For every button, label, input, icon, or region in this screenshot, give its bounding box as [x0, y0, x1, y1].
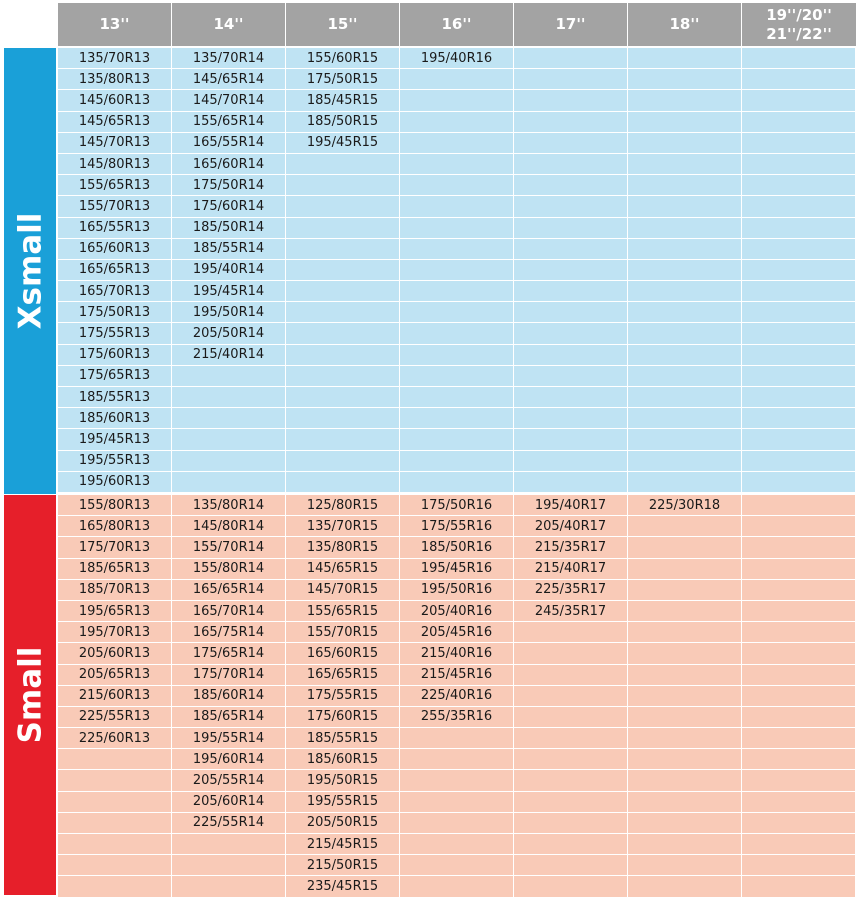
size-cell: 175/55R16: [400, 516, 514, 537]
size-cell: [514, 876, 628, 897]
size-cell: [514, 69, 628, 90]
size-cell: [400, 408, 514, 429]
size-cell: [172, 834, 286, 855]
size-cell: [514, 175, 628, 196]
size-cell: [514, 323, 628, 344]
size-cell: 185/50R16: [400, 537, 514, 558]
size-cell: [286, 218, 400, 239]
size-cell: 225/40R16: [400, 686, 514, 707]
size-cell: 175/55R15: [286, 686, 400, 707]
size-cell: [742, 112, 856, 133]
size-cell: 215/50R15: [286, 855, 400, 876]
size-cell: [628, 323, 742, 344]
size-cell: 165/60R13: [58, 239, 172, 260]
size-cell: [514, 665, 628, 686]
size-cell: [628, 580, 742, 601]
size-cell: 145/80R14: [172, 516, 286, 537]
size-cell: [400, 112, 514, 133]
size-cell: [628, 218, 742, 239]
size-cell: [628, 281, 742, 302]
size-cell: [286, 408, 400, 429]
size-cell: 195/50R15: [286, 770, 400, 791]
size-cell: [286, 366, 400, 387]
size-cell: [172, 408, 286, 429]
size-cell: 145/70R15: [286, 580, 400, 601]
size-cell: 195/45R14: [172, 281, 286, 302]
size-cell: 185/65R14: [172, 707, 286, 728]
size-cell: [400, 387, 514, 408]
size-cell: 165/55R13: [58, 218, 172, 239]
size-cell: 195/55R15: [286, 792, 400, 813]
size-cell: [400, 175, 514, 196]
xsmall-section: [0, 48, 856, 494]
size-cell: [628, 260, 742, 281]
size-cell: [400, 281, 514, 302]
size-cell: [400, 792, 514, 813]
header-cell: 18'': [628, 3, 742, 46]
size-cell: 195/50R14: [172, 302, 286, 323]
size-cell: 135/70R13: [58, 48, 172, 69]
size-cell: 205/40R16: [400, 601, 514, 622]
size-cell: 185/45R15: [286, 90, 400, 111]
size-cell: 145/80R13: [58, 154, 172, 175]
size-cell: [172, 429, 286, 450]
small-label: [4, 495, 56, 895]
size-cell: [58, 792, 172, 813]
size-cell: [514, 855, 628, 876]
size-cell: [628, 154, 742, 175]
size-cell: [514, 112, 628, 133]
size-cell: 135/80R15: [286, 537, 400, 558]
size-cell: [172, 876, 286, 897]
size-cell: [742, 175, 856, 196]
size-cell: 155/70R14: [172, 537, 286, 558]
size-cell: 225/30R18: [628, 495, 742, 516]
size-cell: [742, 665, 856, 686]
size-cell: 215/60R13: [58, 686, 172, 707]
size-cell: [514, 387, 628, 408]
size-cell: 135/80R14: [172, 495, 286, 516]
size-cell: 145/70R14: [172, 90, 286, 111]
size-cell: [628, 728, 742, 749]
size-cell: [514, 813, 628, 834]
size-cell: [400, 749, 514, 770]
size-cell: 165/65R13: [58, 260, 172, 281]
size-cell: [514, 239, 628, 260]
size-cell: [514, 133, 628, 154]
size-cell: [742, 387, 856, 408]
size-cell: 175/60R15: [286, 707, 400, 728]
size-cell: 195/60R14: [172, 749, 286, 770]
size-cell: 165/60R14: [172, 154, 286, 175]
size-cell: [742, 429, 856, 450]
size-cell: [286, 175, 400, 196]
size-cell: [742, 834, 856, 855]
header-cell: 17'': [514, 3, 628, 46]
size-cell: 135/70R14: [172, 48, 286, 69]
size-cell: [400, 345, 514, 366]
size-cell: [400, 260, 514, 281]
size-cell: [628, 112, 742, 133]
size-cell: [628, 601, 742, 622]
size-cell: 175/55R13: [58, 323, 172, 344]
size-cell: [742, 302, 856, 323]
size-cell: [400, 876, 514, 897]
size-cell: [742, 728, 856, 749]
size-cell: 185/70R13: [58, 580, 172, 601]
size-cell: [742, 472, 856, 493]
size-cell: 205/45R16: [400, 622, 514, 643]
size-cell: [742, 323, 856, 344]
size-cell: 215/40R17: [514, 559, 628, 580]
size-cell: 145/65R15: [286, 559, 400, 580]
size-cell: [514, 622, 628, 643]
size-cell: 195/45R13: [58, 429, 172, 450]
size-cell: [514, 749, 628, 770]
size-cell: [514, 834, 628, 855]
size-cell: 145/65R13: [58, 112, 172, 133]
size-cell: 135/80R13: [58, 69, 172, 90]
size-cell: [400, 855, 514, 876]
size-cell: 175/65R14: [172, 643, 286, 664]
size-cell: [742, 281, 856, 302]
size-cell: 175/70R14: [172, 665, 286, 686]
size-cell: [514, 196, 628, 217]
size-cell: [514, 218, 628, 239]
size-cell: [514, 366, 628, 387]
size-header-row: [58, 3, 856, 46]
size-cell: 215/45R15: [286, 834, 400, 855]
size-cell: [172, 451, 286, 472]
size-cell: 185/55R14: [172, 239, 286, 260]
size-cell: 155/65R14: [172, 112, 286, 133]
size-cell: [400, 366, 514, 387]
size-cell: [628, 408, 742, 429]
size-cell: 155/65R13: [58, 175, 172, 196]
size-cell: [742, 707, 856, 728]
size-cell: [400, 69, 514, 90]
size-cell: 155/70R15: [286, 622, 400, 643]
size-cell: [628, 813, 742, 834]
size-cell: 125/80R15: [286, 495, 400, 516]
size-cell: [628, 69, 742, 90]
size-cell: [286, 260, 400, 281]
size-cell: 195/40R17: [514, 495, 628, 516]
size-cell: 185/55R15: [286, 728, 400, 749]
size-cell: [400, 323, 514, 344]
size-cell: 155/65R15: [286, 601, 400, 622]
small-label-text: Small: [12, 646, 48, 744]
size-cell: 145/60R13: [58, 90, 172, 111]
size-cell: [628, 366, 742, 387]
size-cell: [514, 728, 628, 749]
size-cell: [400, 90, 514, 111]
size-cell: 205/60R13: [58, 643, 172, 664]
size-cell: [742, 196, 856, 217]
size-cell: 155/70R13: [58, 196, 172, 217]
size-cell: [286, 239, 400, 260]
size-cell: 165/75R14: [172, 622, 286, 643]
small-section: [0, 495, 856, 895]
header-cell: 15'': [286, 3, 400, 46]
size-cell: [628, 196, 742, 217]
size-cell: [400, 133, 514, 154]
small-grid: [58, 495, 856, 898]
size-cell: [172, 387, 286, 408]
size-cell: [742, 154, 856, 175]
size-cell: [286, 323, 400, 344]
size-cell: 205/60R14: [172, 792, 286, 813]
size-cell: 145/65R14: [172, 69, 286, 90]
size-cell: 175/50R13: [58, 302, 172, 323]
size-cell: [628, 537, 742, 558]
size-cell: 255/35R16: [400, 707, 514, 728]
size-cell: [628, 472, 742, 493]
size-cell: [628, 834, 742, 855]
size-cell: 155/60R15: [286, 48, 400, 69]
size-cell: [628, 429, 742, 450]
size-cell: [742, 792, 856, 813]
size-cell: [628, 707, 742, 728]
size-cell: 165/60R15: [286, 643, 400, 664]
size-cell: [514, 770, 628, 791]
size-cell: [400, 218, 514, 239]
size-cell: 225/55R13: [58, 707, 172, 728]
size-cell: 195/40R16: [400, 48, 514, 69]
size-cell: [400, 770, 514, 791]
size-cell: [742, 260, 856, 281]
size-cell: 175/70R13: [58, 537, 172, 558]
size-cell: 165/65R15: [286, 665, 400, 686]
size-cell: [286, 451, 400, 472]
size-cell: [742, 559, 856, 580]
size-cell: [286, 302, 400, 323]
size-cell: [514, 154, 628, 175]
size-cell: [628, 665, 742, 686]
size-cell: [58, 749, 172, 770]
size-cell: 175/65R13: [58, 366, 172, 387]
size-cell: 135/70R15: [286, 516, 400, 537]
size-cell: [628, 387, 742, 408]
size-cell: 195/65R13: [58, 601, 172, 622]
size-cell: [58, 770, 172, 791]
size-cell: [628, 302, 742, 323]
size-cell: [58, 834, 172, 855]
size-cell: [400, 451, 514, 472]
xsmall-grid: [58, 48, 856, 493]
size-cell: 145/70R13: [58, 133, 172, 154]
size-cell: [628, 876, 742, 897]
size-cell: 185/50R14: [172, 218, 286, 239]
size-cell: [286, 154, 400, 175]
size-cell: 195/45R15: [286, 133, 400, 154]
size-cell: 175/50R14: [172, 175, 286, 196]
size-cell: [742, 218, 856, 239]
size-cell: [400, 429, 514, 450]
size-cell: [628, 622, 742, 643]
size-cell: [286, 429, 400, 450]
size-cell: 185/60R14: [172, 686, 286, 707]
size-cell: 205/65R13: [58, 665, 172, 686]
size-cell: [742, 622, 856, 643]
size-cell: [514, 48, 628, 69]
header-cell: 14'': [172, 3, 286, 46]
size-cell: 165/80R13: [58, 516, 172, 537]
size-cell: [628, 345, 742, 366]
size-cell: 195/55R14: [172, 728, 286, 749]
size-cell: 205/40R17: [514, 516, 628, 537]
xsmall-label-text: Xsmall: [12, 212, 49, 330]
size-cell: [628, 749, 742, 770]
size-cell: 215/40R16: [400, 643, 514, 664]
size-cell: 205/50R15: [286, 813, 400, 834]
size-cell: [742, 601, 856, 622]
size-cell: 165/55R14: [172, 133, 286, 154]
size-cell: [742, 686, 856, 707]
size-cell: [400, 472, 514, 493]
size-cell: [286, 387, 400, 408]
size-cell: [628, 792, 742, 813]
size-cell: [742, 366, 856, 387]
size-cell: 185/55R13: [58, 387, 172, 408]
size-cell: 195/50R16: [400, 580, 514, 601]
size-cell: [514, 408, 628, 429]
size-cell: 165/65R14: [172, 580, 286, 601]
size-cell: 235/45R15: [286, 876, 400, 897]
size-cell: 215/45R16: [400, 665, 514, 686]
size-cell: [514, 302, 628, 323]
size-cell: [514, 90, 628, 111]
size-cell: [742, 451, 856, 472]
size-cell: [514, 429, 628, 450]
size-cell: [172, 855, 286, 876]
size-cell: [58, 813, 172, 834]
size-cell: 175/60R14: [172, 196, 286, 217]
size-cell: [628, 175, 742, 196]
size-cell: 175/50R15: [286, 69, 400, 90]
size-cell: [742, 408, 856, 429]
size-cell: [514, 686, 628, 707]
size-cell: 195/45R16: [400, 559, 514, 580]
size-cell: [172, 472, 286, 493]
size-cell: [514, 707, 628, 728]
size-cell: [514, 451, 628, 472]
size-cell: [742, 48, 856, 69]
size-cell: [742, 749, 856, 770]
size-cell: [742, 537, 856, 558]
size-cell: [742, 90, 856, 111]
xsmall-label: [4, 48, 56, 494]
size-cell: [400, 196, 514, 217]
size-cell: [400, 728, 514, 749]
size-cell: [286, 281, 400, 302]
size-cell: [742, 876, 856, 897]
size-cell: [628, 516, 742, 537]
size-cell: [628, 90, 742, 111]
size-cell: 195/55R13: [58, 451, 172, 472]
header-cell: 13'': [58, 3, 172, 46]
size-cell: 205/50R14: [172, 323, 286, 344]
size-cell: 225/35R17: [514, 580, 628, 601]
size-cell: 215/40R14: [172, 345, 286, 366]
size-cell: [742, 643, 856, 664]
header-cell: 19''/20'' 21''/22'': [742, 3, 856, 46]
size-cell: [58, 855, 172, 876]
size-cell: [628, 643, 742, 664]
size-cell: [628, 133, 742, 154]
size-cell: 195/70R13: [58, 622, 172, 643]
size-cell: [742, 813, 856, 834]
size-cell: 165/70R13: [58, 281, 172, 302]
size-cell: [514, 260, 628, 281]
size-cell: [514, 281, 628, 302]
size-cell: [628, 559, 742, 580]
size-cell: 225/60R13: [58, 728, 172, 749]
size-cell: [286, 472, 400, 493]
size-cell: [286, 345, 400, 366]
size-cell: [172, 366, 286, 387]
size-cell: [514, 345, 628, 366]
size-cell: [58, 876, 172, 897]
size-cell: [400, 834, 514, 855]
size-cell: 185/65R13: [58, 559, 172, 580]
size-cell: 195/40R14: [172, 260, 286, 281]
size-cell: 175/50R16: [400, 495, 514, 516]
size-cell: [286, 196, 400, 217]
size-cell: [742, 516, 856, 537]
size-cell: [742, 855, 856, 876]
size-cell: 185/60R13: [58, 408, 172, 429]
size-cell: 205/55R14: [172, 770, 286, 791]
size-cell: [400, 302, 514, 323]
size-cell: [628, 686, 742, 707]
size-cell: [514, 472, 628, 493]
size-cell: [742, 69, 856, 90]
size-cell: [742, 133, 856, 154]
size-cell: [514, 792, 628, 813]
size-cell: [628, 770, 742, 791]
size-cell: [742, 770, 856, 791]
size-cell: 245/35R17: [514, 601, 628, 622]
size-cell: [628, 48, 742, 69]
size-cell: 185/50R15: [286, 112, 400, 133]
size-cell: 155/80R13: [58, 495, 172, 516]
size-cell: 225/55R14: [172, 813, 286, 834]
size-cell: [742, 239, 856, 260]
size-cell: 185/60R15: [286, 749, 400, 770]
header-cell: 16'': [400, 3, 514, 46]
size-cell: [400, 154, 514, 175]
size-cell: [628, 855, 742, 876]
size-cell: [400, 813, 514, 834]
size-cell: 155/80R14: [172, 559, 286, 580]
size-cell: [628, 451, 742, 472]
size-cell: [400, 239, 514, 260]
size-cell: [514, 643, 628, 664]
size-cell: [742, 580, 856, 601]
size-cell: 215/35R17: [514, 537, 628, 558]
size-cell: [628, 239, 742, 260]
size-cell: 175/60R13: [58, 345, 172, 366]
size-cell: 195/60R13: [58, 472, 172, 493]
size-cell: [742, 495, 856, 516]
size-cell: 165/70R14: [172, 601, 286, 622]
size-cell: [742, 345, 856, 366]
